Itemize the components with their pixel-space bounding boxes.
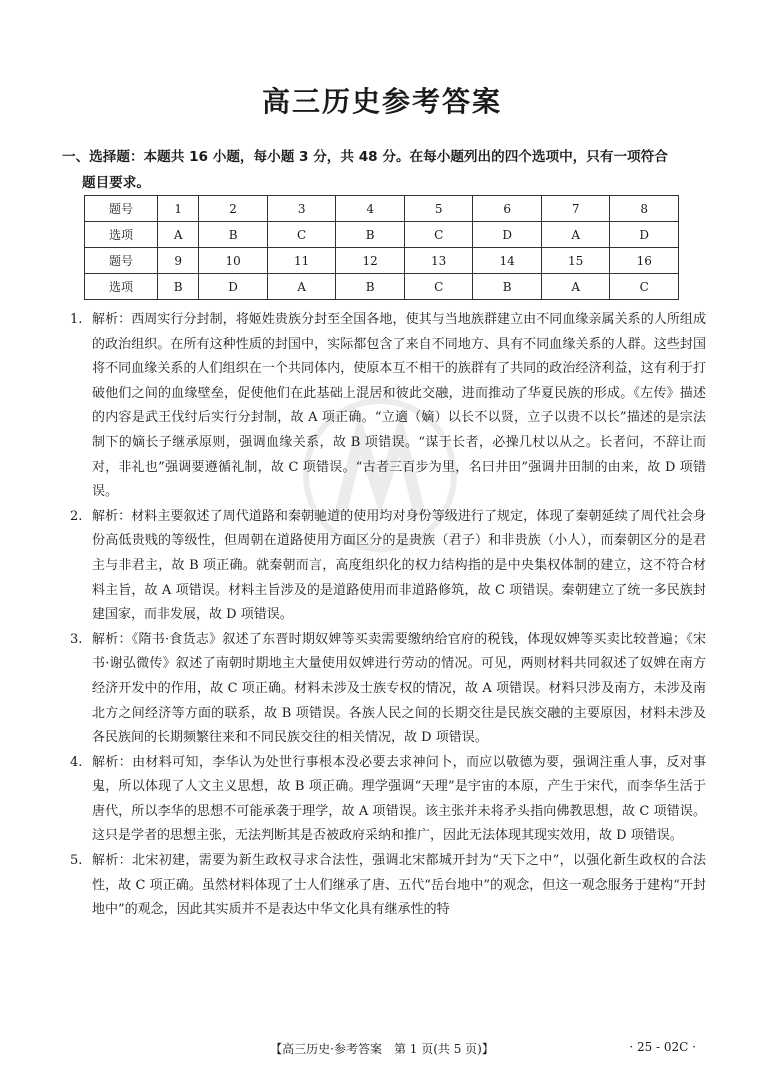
table-cell: A bbox=[158, 222, 199, 248]
table-cell: 15 bbox=[541, 248, 610, 274]
table-cell: 3 bbox=[267, 196, 336, 222]
section-heading-line2: 题目要求。 bbox=[82, 175, 150, 191]
table-cell: 5 bbox=[404, 196, 473, 222]
answer-table bbox=[84, 195, 679, 300]
table-row-answers-2 bbox=[85, 274, 679, 300]
table-row-answers-1 bbox=[85, 222, 679, 248]
explanations bbox=[70, 308, 706, 923]
item-number: 5. bbox=[70, 853, 83, 869]
footer-code: · 25 - 02C · bbox=[629, 1040, 696, 1054]
table-cell: B bbox=[473, 274, 542, 300]
page-footer bbox=[0, 1040, 764, 1057]
table-cell: 9 bbox=[158, 248, 199, 274]
table-cell: 10 bbox=[199, 248, 268, 274]
explanation-item-3 bbox=[70, 628, 706, 751]
explanation-item-4 bbox=[70, 751, 706, 849]
table-cell: 11 bbox=[267, 248, 336, 274]
explanation-item-5 bbox=[70, 849, 706, 923]
item-number: 4. bbox=[70, 754, 83, 770]
table-label: 题号 bbox=[85, 196, 158, 222]
table-cell: 4 bbox=[336, 196, 405, 222]
table-row-questions-2 bbox=[85, 248, 679, 274]
table-label: 选项 bbox=[85, 274, 158, 300]
table-cell: C bbox=[404, 274, 473, 300]
table-cell: 14 bbox=[473, 248, 542, 274]
table-cell: 8 bbox=[610, 196, 679, 222]
table-cell: 13 bbox=[404, 248, 473, 274]
table-cell: B bbox=[336, 222, 405, 248]
item-number: 2. bbox=[70, 508, 83, 524]
table-cell: 2 bbox=[199, 196, 268, 222]
table-label: 选项 bbox=[85, 222, 158, 248]
table-cell: A bbox=[541, 222, 610, 248]
table-cell: D bbox=[610, 222, 679, 248]
table-cell: 6 bbox=[473, 196, 542, 222]
table-cell: D bbox=[473, 222, 542, 248]
table-cell: B bbox=[199, 222, 268, 248]
table-cell: 7 bbox=[541, 196, 610, 222]
section-heading-line1: 一、选择题：本题共 16 小题，每小题 3 分，共 48 分。在每小题列出的四个选项中，只有一项符合 bbox=[62, 149, 668, 165]
item-text: 解析：北宋初建，需要为新生政权寻求合法性，强调北宋都城开封为“天下之中”，以强化新生政权的合法性，故 C 项正确。虽然材料体现了士人们继承了唐、五代“岳台地中”的观念，但这一观念服务于建构“开封地中”的观念，因此其实质并不是表达中华文化具有继承性的特 bbox=[92, 853, 706, 918]
item-text: 解析：材料主要叙述了周代道路和秦朝驰道的使用均对身份等级进行了规定，体现了秦朝延续了周代社会身份高低贵贱的等级性，但周朝在道路使用方面区分的是贵族（君子）和非贵族（小人），而秦朝区分的是君主与非君主，故 B 项正确。就秦朝而言，高度组织化的权力结构指的是中央集权体制的建立，这不符合材料主旨，故 A 项错误。材料主旨涉及的是道路使用而非道路修筑，故 C 项错误。秦朝建立了统一多民族封建国家，而非发展，故 D 项错误。 bbox=[92, 508, 706, 623]
table-cell: B bbox=[158, 274, 199, 300]
section-heading bbox=[62, 144, 712, 196]
page-title: 高三历史参考答案 bbox=[261, 85, 502, 118]
table-cell: 1 bbox=[158, 196, 199, 222]
table-label: 题号 bbox=[85, 248, 158, 274]
explanation-item-2 bbox=[70, 505, 706, 628]
item-text: 解析：西周实行分封制，将姬姓贵族分封至全国各地，使其与当地族群建立由不同血缘亲属关系的人所组成的政治组织。在所有这种性质的封国中，实际都包含了来自不同地方、具有不同血缘关系的人群。这些封国将不同血缘关系的人们组织在一个共同体内，使原本互不相干的族群有了共同的政治经济利益，这有利于打破他们之间的血缘壁垒，促使他们在此基础上混居和彼此交融，进而推动了华夏民族的形成。《左传》描述的内容是武王伐纣后实行分封制，故 A 项正确。“立適（嫡）以长不以贤，立子以贵不以长”描述的是宗法制下的嫡长子继承原则，强调血缘关系，故 B 项错误。“谋于长者，必操几杖以从之。长者问，不辞让而对，非礼也”强调要遵循礼制，故 C 项错误。“古者三百步为里，名曰井田”强调井田制的由来，故 D 项错误。 bbox=[92, 312, 706, 500]
item-number: 3. bbox=[70, 631, 83, 647]
footer-page-info: 【高三历史·参考答案 第 1 页(共 5 页)】 bbox=[270, 1042, 494, 1056]
explanation-item-1 bbox=[70, 308, 706, 505]
table-cell: D bbox=[199, 274, 268, 300]
item-text: 解析：《隋书·食货志》叙述了东晋时期奴婢等买卖需要缴纳给官府的税钱，体现奴婢等买卖比较普遍；《宋书·谢弘微传》叙述了南朝时期地主大量使用奴婢进行劳动的情况。可见，两则材料共同叙述了奴婢在南方经济开发中的作用，故 C 项正确。材料未涉及士族专权的情况，故 A 项错误。材料只涉及南方，未涉及南北方之间经济等方面的联系，故 B 项错误。各族人民之间的长期交往是民族交融的主要原因，材料未涉及各民族间的长期频繁往来和不同民族交往的相关情况，故 D 项错误。 bbox=[92, 631, 706, 746]
item-number: 1. bbox=[70, 312, 83, 327]
table-cell: 12 bbox=[336, 248, 405, 274]
table-cell: C bbox=[267, 222, 336, 248]
table-cell: B bbox=[336, 274, 405, 300]
table-cell: C bbox=[404, 222, 473, 248]
item-text: 解析：由材料可知，李华认为处世行事根本没必要去求神问卜，而应以敬德为要，强调注重人事，反对事鬼，所以体现了人文主义思想，故 B 项正确。理学强调“天理”是宇宙的本原，产生于宋代，而李华生活于唐代，所以李华的思想不可能承袭于理学，故 A 项错误。该主张并未将矛头指向佛教思想，故 C 项错误。这只是学者的思想主张，无法判断其是否被政府采纳和推广，因此无法体现其现实效用，故 D 项错误。 bbox=[92, 754, 706, 844]
table-row-questions-1 bbox=[85, 196, 679, 222]
table-cell: 16 bbox=[610, 248, 679, 274]
table-cell: A bbox=[267, 274, 336, 300]
table-cell: A bbox=[541, 274, 610, 300]
table-cell: C bbox=[610, 274, 679, 300]
